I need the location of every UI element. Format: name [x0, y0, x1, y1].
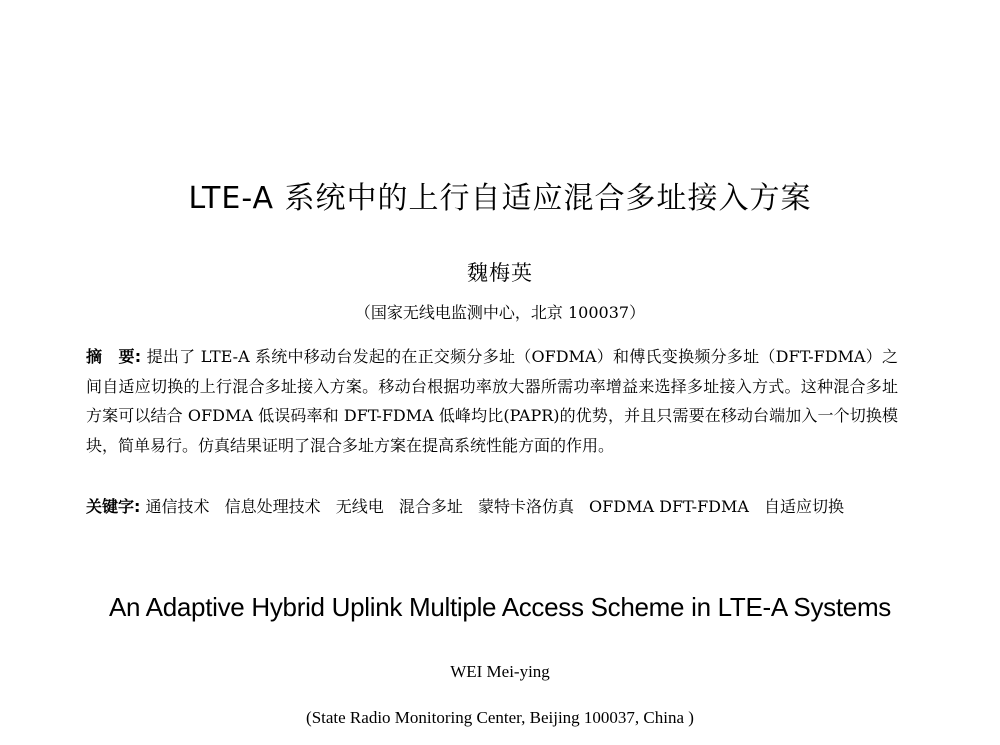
keyword: 蒙特卡洛仿真: [477, 497, 574, 516]
abstract-label: 摘 要:: [86, 347, 142, 366]
english-affiliation: (State Radio Monitoring Center, Beijing 100037, China ): [306, 708, 694, 727]
keyword: 信息处理技术: [224, 497, 321, 516]
chinese-title: LTE-A 系统中的上行自适应混合多址接入方案: [188, 181, 812, 216]
keywords-block: [86, 492, 898, 522]
english-title: An Adaptive Hybrid Uplink Multiple Access Scheme in LTE-A Systems: [108, 592, 892, 622]
keyword: 无线电: [335, 497, 384, 516]
chinese-affiliation: （国家无线电监测中心，北京 100037）: [354, 303, 646, 322]
keyword: 混合多址: [398, 497, 463, 516]
keywords-label: 关键字:: [86, 497, 141, 516]
abstract-block: [86, 342, 898, 460]
keyword: 自适应切换: [764, 497, 845, 516]
chinese-author: 魏梅英: [467, 261, 533, 285]
english-author: WEI Mei-ying: [450, 662, 550, 681]
keyword: 通信技术: [145, 497, 210, 516]
keyword: OFDMA DFT-FDMA: [589, 497, 749, 516]
abstract-text: 提出了 LTE-A 系统中移动台发起的在正交频分多址（OFDMA）和傅氏变换频分多址（DFT-FDMA）之间自适应切换的上行混合多址接入方案。移动台根据功率放大器所需功率增益来选择多址接入方式。这种混合多址方案可以结合 OFDMA 低误码率和 DFT-FDMA 低峰均比(PAPR)的优势，并且只需要在移动台端加入一个切换模块，简单易行。仿真结果证明了混合多址方案在提高系统性能方面的作用。: [86, 347, 898, 455]
